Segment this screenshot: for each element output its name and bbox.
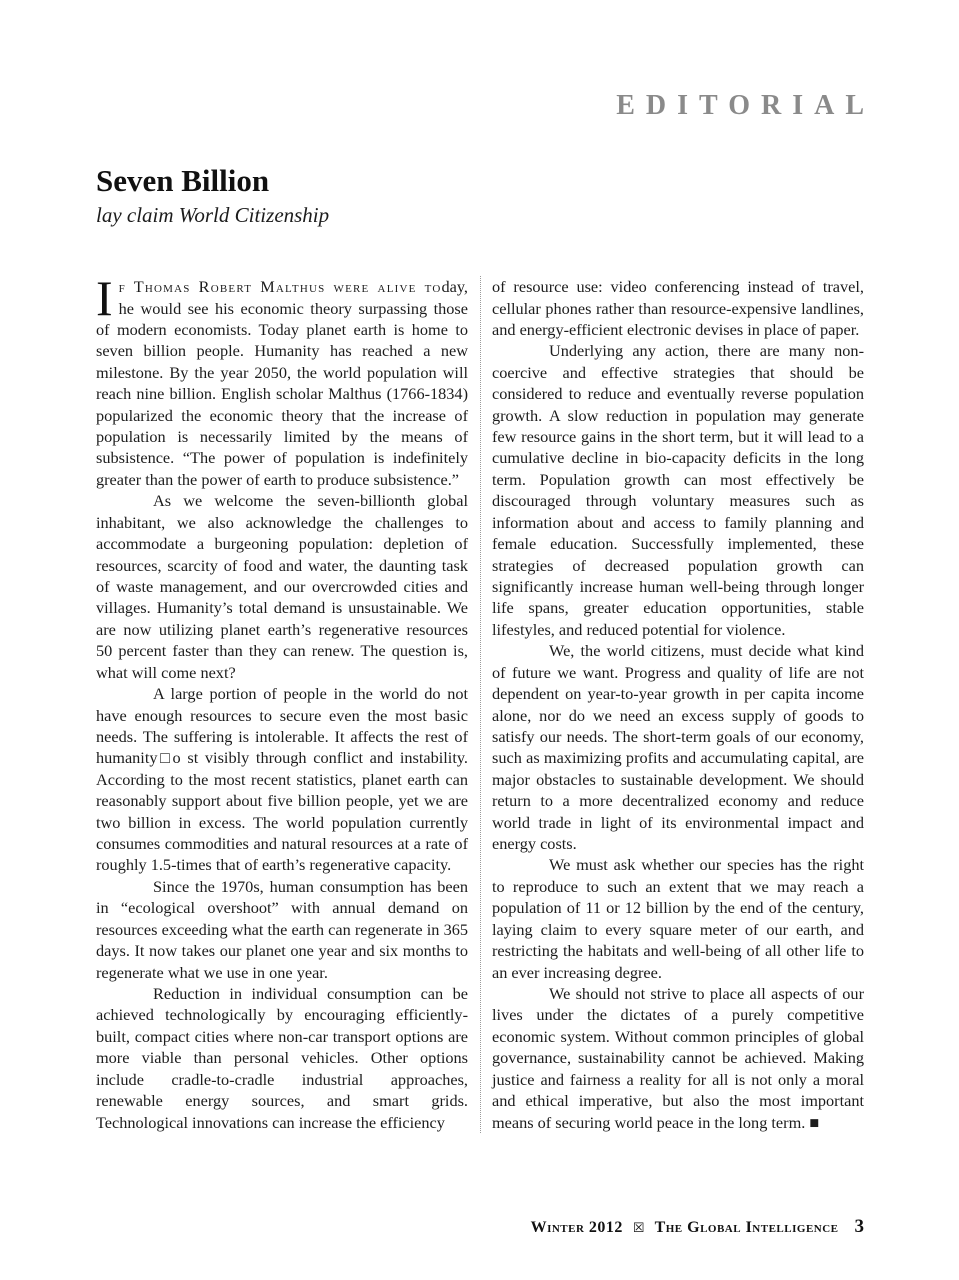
paragraph: We must ask whether our species has the right to reproduce to such an extent that we may reach a population of 11 or 12 billion by the end of the century, laying claim to every square meter of our earth, and restricting the habitats and well-being of all other life to an ever increasing degree. (492, 855, 864, 982)
page-footer (531, 1216, 864, 1238)
article-body (96, 270, 864, 1133)
article-title: Seven Billion (96, 163, 270, 198)
right-column (492, 276, 864, 1133)
footer-separator-icon: ☒ (632, 1220, 645, 1235)
paragraph: of resource use: video conferencing instead of travel, cellular phones rather than resource-expensive landlines, and energy-efficient electronic devises in place of paper. (492, 277, 864, 339)
title-block (96, 164, 864, 228)
paragraph: We should not strive to place all aspects of our lives under the dictates of a purely competitive economic system. Without common principles of global governance, sustainability cannot be achieved. Making justice and fairness a reality for all is not only a moral and ethical imperative, but also the most important means of securing world peace in the long term. ■ (492, 984, 864, 1132)
paragraph: As we welcome the seven-billionth global inhabitant, we also acknowledge the challenges to accommodate a burgeoning population: depletion of resources, scarcity of food and water, the daunting task of waste management, and our overcrowded cities and villages. Humanity’s total demand is unsustainable. We are now utilizing planet earth’s regenerative resources 50 percent faster than they can renew. The question is, what will come next? (96, 491, 468, 682)
lead-small-caps: f Thomas Robert Malthus were alive to (118, 277, 442, 297)
article-subtitle: lay claim World Citizenship (96, 203, 330, 228)
paragraph: We, the world citizens, must decide what kind of future we want. Progress and quality of life are not dependent on year-to-year growth in per capita income alone, nor do we need an excess supply of goods to satisfy our needs. The short-term goals of our economy, such as maximizing profits and accumulating capital, are major obstacles to sustainable development. We should return to a more decentralized economy and reduce world trade in light of its environmental impact and energy costs. (492, 641, 864, 854)
left-column (96, 270, 468, 1133)
column-divider (480, 276, 481, 1133)
paragraph: Underlying any action, there are many non-coercive and effective strategies that should be considered to reduce and eventually reverse population growth. A slow reduction in population may generate few resource gains in the short term, but it will lead to a cumulative decline in bio-capacity deficits in the long term. Population growth can most effectively be discouraged through voluntary measures such as information about and access to family planning and female education. Successfully implemented, these strategies of decreased population growth can significantly increase human well-being through longer life spans, greater education opportunities, stable lifestyles, and reduced potential for violence. (492, 341, 864, 639)
paragraph: Since the 1970s, human consumption has been in “ecological overshoot” with annual demand on resources exceeding what the earth can regenerate in 365 days. It now takes our planet one year and six months to regenerate what we use in one year. (96, 876, 468, 982)
paragraph: A large portion of people in the world do not have enough resources to secure even the most basic needs. The suffering is intolerable. It affects the rest of humanity□o st visibly through conflict and instability. According to the most recent statistics, planet earth can reasonably support about five billion people, yet we are two billion in excess. The world population currently consumes commodities and natural resources at a rate of roughly 1.5-times that of earth’s regenerative capacity. (96, 684, 468, 875)
section-header (96, 0, 875, 122)
drop-cap: I (96, 270, 113, 327)
footer-page-number: 3 (854, 1216, 864, 1237)
paragraph: Reduction in individual consumption can be achieved technologically by encouraging efficiently-built, compact cities where non-car transport options are more viable than personal vehicles. Other options include cradle-to-cradle industrial approaches, renewable energy sources, and smart grids. Technological innovations can increase the efficiency (96, 984, 468, 1132)
footer-issue: Winter 2012 (530, 1219, 623, 1236)
footer-publication: The Global Intelligence (654, 1219, 839, 1236)
paragraph: If Thomas Robert Malthus were alive today, he would see his economic theory surpassing those of modern economists. Today planet earth is home to seven billion people. Humanity has reached a new milestone. By the year 2050, the world population will reach nine billion. English scholar Malthus (1766-1834) popularized the economic theory that the increase of population is necessarily limited by the means of subsistence. “The power of population is indefinitely greater than the power of earth to produce subsistence.” (96, 270, 468, 489)
section-title: EDITORIAL (616, 90, 875, 121)
